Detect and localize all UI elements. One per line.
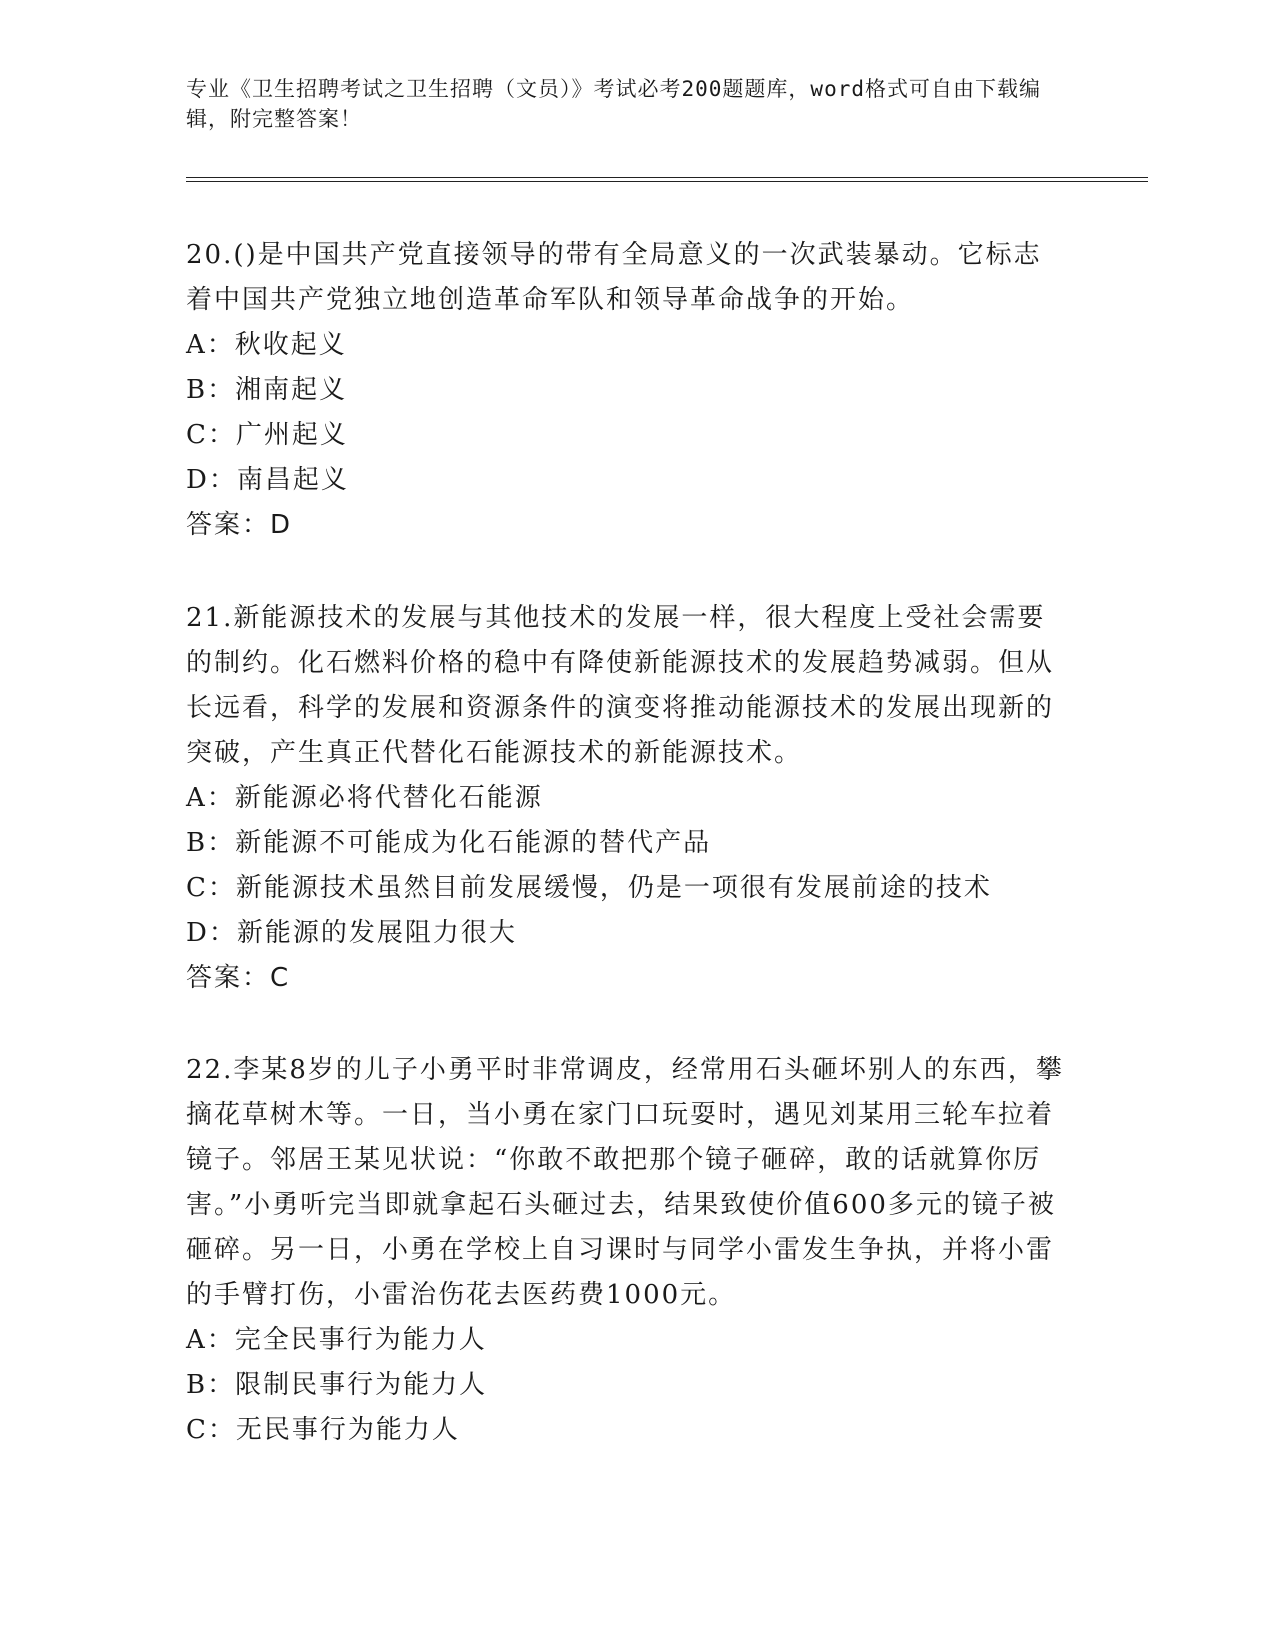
question-21 [186, 596, 1066, 1001]
option-b: B：限制民事行为能力人 [186, 1370, 488, 1400]
option-a: A：新能源必将代替化石能源 [186, 783, 543, 813]
answer: 答案：C [186, 963, 291, 993]
document-header [186, 74, 1066, 134]
option-c: C：广州起义 [186, 420, 348, 450]
header-divider-top [186, 177, 1148, 178]
option-d: D：南昌起义 [186, 465, 349, 495]
option-c: C：无民事行为能力人 [186, 1415, 460, 1445]
question-stem: 22.李某8岁的儿子小勇平时非常调皮，经常用石头砸坏别人的东西，攀摘花草树木等。一日，当小勇在家门口玩耍时，遇见刘某用三轮车拉着镜子。邻居王某见状说：“你敢不敢把那个镜子砸碎，敢的话就算你厉害。”小勇听完当即就拿起石头砸过去，结果致使价值600多元的镜子被砸碎。另一日，小勇在学校上自习课时与同学小雷发生争执，并将小雷的手臂打伤，小雷治伤花去医药费1000元。 [186, 1055, 1064, 1310]
option-a: A：秋收起义 [186, 330, 347, 360]
question-22 [186, 1048, 1066, 1453]
option-c: C：新能源技术虽然目前发展缓慢，仍是一项很有发展前途的技术 [186, 873, 992, 903]
header-divider-bottom [186, 181, 1148, 182]
answer: 答案：D [186, 510, 293, 540]
question-stem: 20.()是中国共产党直接领导的带有全局意义的一次武装暴动。它标志着中国共产党独立地创造革命军队和领导革命战争的开始。 [186, 240, 1042, 315]
option-b: B：新能源不可能成为化石能源的替代产品 [186, 828, 712, 858]
question-stem: 21.新能源技术的发展与其他技术的发展一样，很大程度上受社会需要的制约。化石燃料价格的稳中有降使新能源技术的发展趋势减弱。但从长远看，科学的发展和资源条件的演变将推动能源技术的发展出现新的突破，产生真正代替化石能源技术的新能源技术。 [186, 603, 1055, 768]
option-a: A：完全民事行为能力人 [186, 1325, 487, 1355]
header-text: 专业《卫生招聘考试之卫生招聘（文员）》考试必考200题题库，word格式可自由下载编辑，附完整答案！ [186, 77, 1041, 131]
option-b: B：湘南起义 [186, 375, 348, 405]
option-d: D：新能源的发展阻力很大 [186, 918, 517, 948]
question-20 [186, 233, 1066, 548]
